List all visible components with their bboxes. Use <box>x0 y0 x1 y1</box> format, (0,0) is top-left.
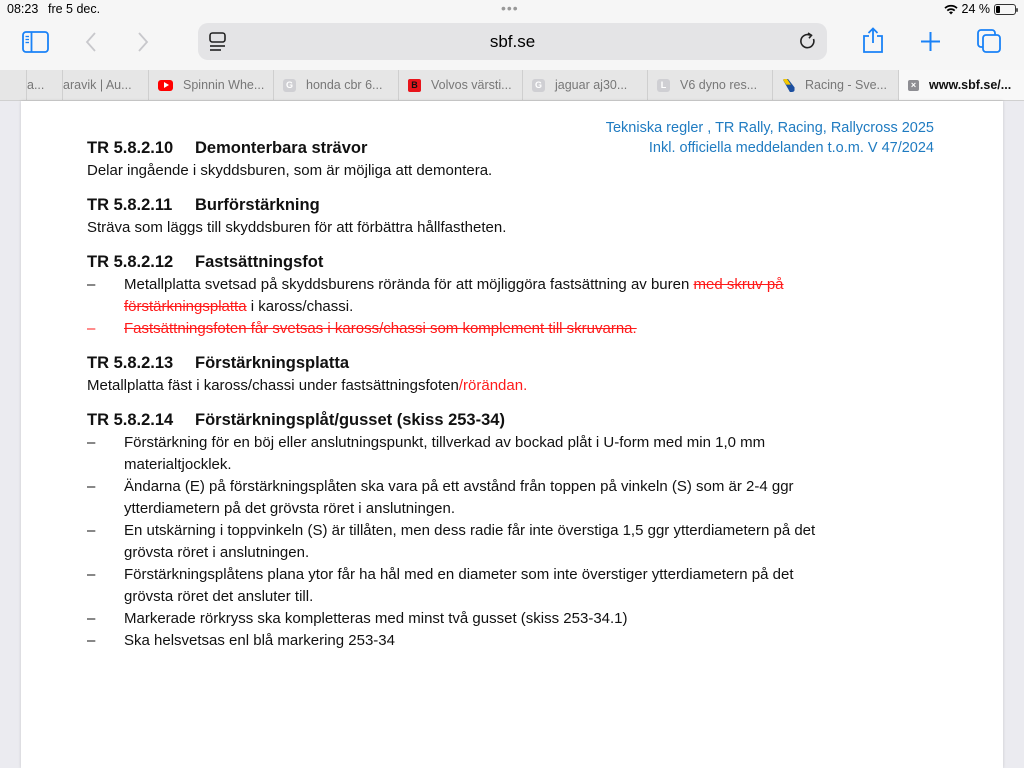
item-line-1: Markerade rörkryss ska kompletteras med minst två gusset (skiss 253-34.1) <box>124 610 628 627</box>
section-text: Delar ingående i skyddsburen, som är möjliga att demontera. <box>87 162 493 179</box>
tab-7[interactable] <box>773 70 899 100</box>
section-title: Fastsättningsfot <box>195 253 324 271</box>
forward-icon[interactable] <box>137 32 149 52</box>
item-line-2: grövsta röret i anslutningen. <box>124 544 310 561</box>
list-dash: – <box>87 478 96 495</box>
section-heading <box>87 194 917 217</box>
list-item <box>87 274 917 318</box>
section-number: TR 5.8.2.14 <box>87 411 174 429</box>
tab-4[interactable] <box>399 70 523 100</box>
red-b-icon: B <box>408 79 421 92</box>
header-line-1: Tekniska regler , TR Rally, Racing, Rallycross 2025 <box>605 120 934 136</box>
item-line-1: Ska helsvetsas enl blå markering 253-34 <box>124 632 395 649</box>
deleted-text: Fastsättningsfoten får svetsas i kaross/chassi som komplement till skruvarna. <box>124 320 637 337</box>
tab-1[interactable] <box>63 70 149 100</box>
letter-g-icon: G <box>283 79 296 92</box>
tab-label: Racing - Sve... <box>805 78 887 92</box>
section-title: Förstärkningsplåt/gusset (skiss 253-34) <box>195 411 505 429</box>
section-title: Förstärkningsplatta <box>195 354 350 372</box>
item-line-2: ytterdiametern på det grövsta röret i anslutningen. <box>124 500 456 517</box>
list-item <box>87 608 917 630</box>
section-number: TR 5.8.2.11 <box>87 196 173 214</box>
item-text: i kaross/chassi. <box>246 298 354 315</box>
tab-8-active[interactable] <box>899 70 1024 100</box>
list-dash: – <box>87 632 96 649</box>
deleted-text: förstärkningsplatta <box>124 298 247 315</box>
status-time: 08:23 <box>7 2 39 16</box>
status-right <box>944 2 1017 16</box>
reload-icon[interactable] <box>799 32 817 51</box>
status-date: fre 5 dec. <box>48 2 101 16</box>
section-heading <box>87 251 917 274</box>
list-dash: – <box>87 276 96 293</box>
tab-bar <box>0 70 1024 101</box>
item-line-1: Ändarna (E) på förstärkningsplåten ska vara på ett avstånd från toppen på vinkeln (S) som är 2-4 ggr <box>124 478 794 495</box>
tab-label: aravik | Au... <box>63 78 132 92</box>
tab-6[interactable] <box>648 70 773 100</box>
header-line-2: Inkl. officiella meddelanden t.o.m. V 47/2024 <box>648 140 934 156</box>
wifi-icon <box>944 4 958 15</box>
letter-l-icon: L <box>657 79 670 92</box>
tab-5[interactable] <box>523 70 648 100</box>
letter-g-icon: G <box>532 79 545 92</box>
tab-label: Spinnin Whe... <box>183 78 265 92</box>
battery-percent: 24 % <box>961 2 990 16</box>
share-icon[interactable] <box>862 27 884 54</box>
list-item <box>87 520 917 564</box>
sidebar-icon[interactable] <box>22 31 49 53</box>
tab-edge[interactable] <box>0 70 27 100</box>
tab-label: V6 dyno res... <box>680 78 758 92</box>
list-dash: – <box>87 522 96 539</box>
status-bar <box>0 0 1024 20</box>
item-text: Metallplatta svetsad på skyddsburens rörända för att möjliggöra fastsättning av buren <box>124 276 694 293</box>
back-icon[interactable] <box>85 32 97 52</box>
item-line-1: Förstärkningsplåtens plana ytor får ha hål med en diameter som inte överstiger ytterdiametern på det <box>124 566 794 583</box>
url-text[interactable]: sbf.se <box>489 32 536 51</box>
section-number: TR 5.8.2.12 <box>87 253 174 271</box>
item-line-1: Förstärkning för en böj eller anslutningspunkt, tillverkad av bockad plåt i U-form med min 1,0 mm <box>124 434 766 451</box>
section-text <box>87 375 917 397</box>
list-item <box>87 476 917 520</box>
list-dash: – <box>87 434 96 451</box>
section-text: Sträva som läggs till skyddsburen för att förbättra hållfastheten. <box>87 219 507 236</box>
tab-label: Volvos värsti... <box>431 78 512 92</box>
battery-level <box>996 6 1000 13</box>
added-text: /rörändan. <box>458 377 528 394</box>
battery-icon <box>994 4 1016 15</box>
section-number: TR 5.8.2.13 <box>87 354 174 372</box>
section-title: Burförstärkning <box>195 196 320 214</box>
section-text-main: Metallplatta fäst i kaross/chassi under fastsättningsfoten <box>87 377 459 394</box>
deleted-list-item <box>87 318 917 340</box>
document-body <box>87 137 917 652</box>
list-dash: – <box>87 320 96 337</box>
deleted-text: med skruv på <box>693 276 784 293</box>
section-heading <box>87 352 917 375</box>
section-heading <box>87 409 917 432</box>
gusset-list <box>87 432 917 652</box>
tab-3[interactable] <box>274 70 399 100</box>
sbf-logo-icon <box>782 79 795 92</box>
tab-label: honda cbr 6... <box>306 78 383 92</box>
list-item <box>87 432 917 476</box>
browser-toolbar <box>0 20 1024 70</box>
tab-overview-icon[interactable] <box>977 29 1002 54</box>
section-title: Demonterbara strävor <box>195 139 368 157</box>
multitasking-dots-icon[interactable]: ••• <box>501 0 519 16</box>
tab-label: a... <box>27 78 45 92</box>
list-item <box>87 564 917 608</box>
list-dash: – <box>87 566 96 583</box>
tab-0[interactable] <box>27 70 63 100</box>
list-item <box>87 630 917 652</box>
item-line-2: grövsta röret det ansluter till. <box>124 588 314 605</box>
item-line-1: En utskärning i toppvinkeln (S) är tillåten, men dess radie får inte överstiga 1,5 ggr ytterdiametern på det <box>124 522 816 539</box>
new-tab-icon[interactable] <box>920 31 941 52</box>
tab-2[interactable] <box>149 70 274 100</box>
item-line-2: materialtjocklek. <box>124 456 232 473</box>
section-heading <box>87 137 917 160</box>
tab-label: www.sbf.se/... <box>929 78 1012 92</box>
youtube-icon <box>158 80 173 91</box>
list-dash: – <box>87 610 96 627</box>
section-number: TR 5.8.2.10 <box>87 139 174 157</box>
address-bar[interactable] <box>198 23 827 60</box>
tab-label: jaguar aj30... <box>555 78 628 92</box>
close-tab-icon[interactable]: × <box>908 80 919 91</box>
